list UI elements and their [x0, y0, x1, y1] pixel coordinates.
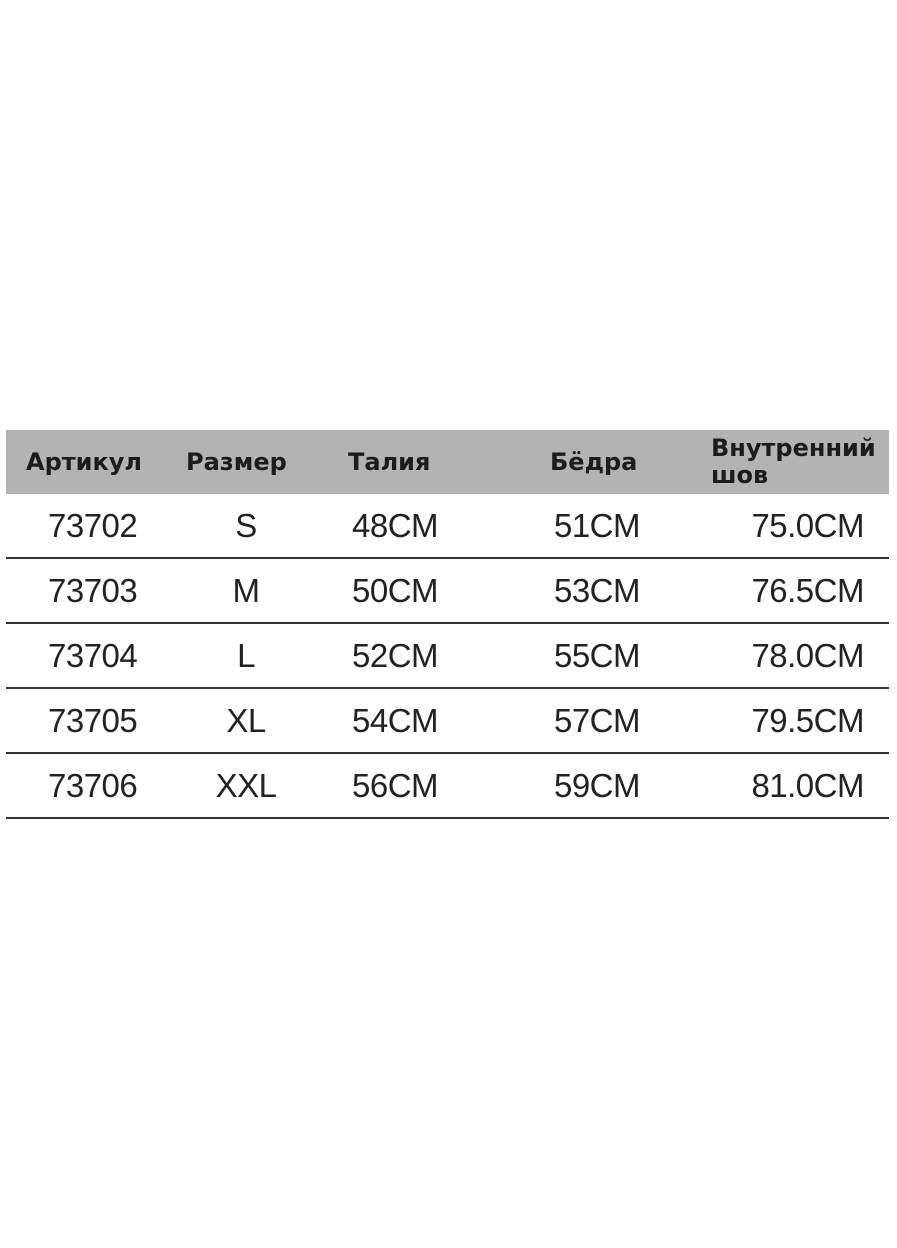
cell-inseam: 76.5CM	[751, 571, 864, 609]
cell-size: XXL	[215, 766, 277, 804]
cell-hips: 57CM	[553, 701, 640, 739]
table-row	[6, 494, 889, 559]
header-article: Артикул	[26, 448, 142, 476]
cell-waist: 48CM	[352, 506, 439, 544]
table-row	[6, 559, 889, 624]
table-row	[6, 624, 889, 689]
table-header-row	[6, 430, 889, 494]
cell-waist: 52CM	[352, 636, 439, 674]
cell-article: 73704	[48, 636, 138, 674]
cell-hips: 53CM	[553, 571, 640, 609]
cell-hips: 55CM	[553, 636, 640, 674]
cell-article: 73705	[48, 701, 138, 739]
cell-inseam: 81.0CM	[751, 766, 864, 804]
cell-hips: 51CM	[553, 506, 640, 544]
cell-article: 73703	[48, 571, 138, 609]
size-table	[6, 430, 889, 819]
cell-waist: 56CM	[352, 766, 439, 804]
cell-inseam: 75.0CM	[751, 506, 864, 544]
cell-size: L	[237, 636, 255, 674]
cell-size: S	[235, 506, 257, 544]
cell-waist: 50CM	[352, 571, 439, 609]
table-row	[6, 689, 889, 754]
cell-article: 73702	[48, 506, 138, 544]
header-size: Размер	[186, 448, 287, 476]
cell-inseam: 78.0CM	[751, 636, 864, 674]
cell-waist: 54CM	[352, 701, 439, 739]
cell-article: 73706	[48, 766, 138, 804]
header-waist: Талия	[348, 448, 431, 476]
cell-size: XL	[226, 701, 266, 739]
header-hips: Бёдра	[550, 448, 638, 476]
cell-size: M	[232, 571, 260, 609]
cell-inseam: 79.5CM	[751, 701, 864, 739]
cell-hips: 59CM	[553, 766, 640, 804]
table-row	[6, 754, 889, 819]
header-inseam: Внутренний шов	[711, 434, 876, 489]
